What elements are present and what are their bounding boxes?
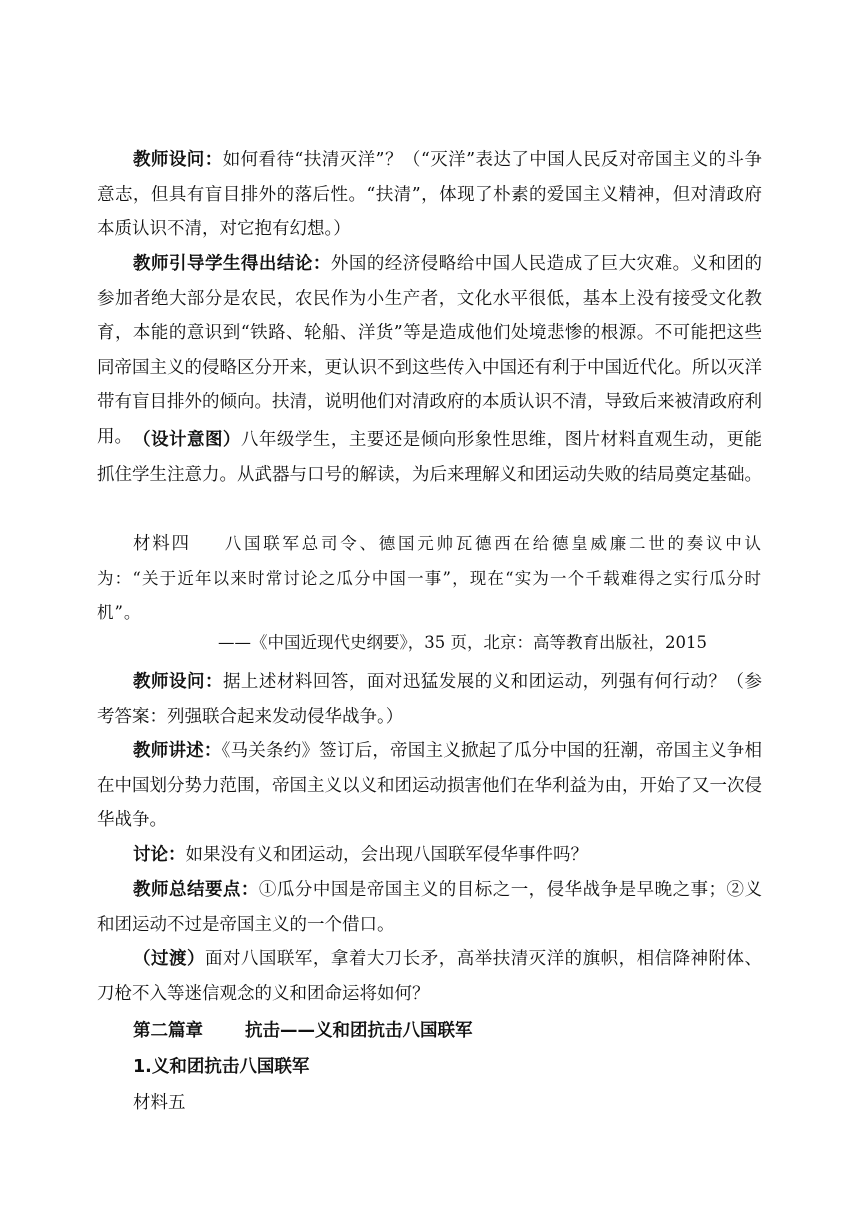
teacher-lecture-text: 《马关条约》签订后，帝国主义掀起了瓜分中国的狂潮，帝国主义争相在中国划分势力范围，帝国主义以义和团运动损害他们在华利益为由，开始了又一次侵华战争。 [97, 741, 762, 830]
material-four-paragraph [97, 527, 762, 631]
transition-paragraph [97, 942, 762, 1011]
design-intent-text: 八年级学生，主要还是倾向形象性思维，图片材料直观生动，更能抓住学生注意力。从武器与口号的解读，为后来理解义和团运动失败的结局奠定基础。 [97, 430, 763, 485]
teacher-question-2-label: 教师设问： [133, 672, 223, 692]
material-five-label: 材料五 [133, 1093, 186, 1113]
design-intent-paragraph [97, 423, 762, 492]
discussion-label: 讨论： [133, 845, 186, 865]
section-heading: 1.义和团抗击八国联军 [133, 1057, 310, 1077]
teacher-lecture-paragraph [97, 734, 762, 838]
teacher-conclusion-text: 外国的经济侵略给中国人民造成了巨大灾难。义和团的参加者绝大部分是农民，农民作为小生产者，文化水平很低，基本上没有接受文化教育，本能的意识到“铁路、轮船、洋货”等是造成他们处境悲惨的根源。不可能把这些同帝国主义的侵略区分开来，更认识不到这些传入中国还有利于中国近代化。所以灭洋带有盲目排外的倾向。扶清，说明他们对清政府的本质认识不清，导致后来被清政府利用。 [97, 254, 763, 447]
transition-text: 面对八国联军，拿着大刀长矛，高举扶清灭洋的旗帜，相信降神附体、刀枪不入等迷信观念的义和团命运将如何？ [97, 949, 763, 1004]
discussion-text: 如果没有义和团运动，会出现八国联军侵华事件吗？ [185, 845, 588, 865]
teacher-question-text: 如何看待“扶清灭洋”？（“灭洋”表达了中国人民反对帝国主义的斗争意志，但具有盲目排外的落后性。“扶清”，体现了朴素的爱国主义精神，但对清政府本质认识不清，对它抱有幻想。） [97, 150, 762, 239]
chapter-heading [133, 1014, 473, 1048]
teacher-question-paragraph [97, 143, 762, 247]
chapter-title: 抗击——义和团抗击八国联军 [245, 1021, 473, 1041]
material-four-label: 材料四 [133, 534, 191, 554]
chapter-label: 第二篇章 [133, 1021, 203, 1041]
transition-label: （过渡） [133, 949, 205, 969]
teacher-conclusion-label: 教师引导学生得出结论： [133, 254, 331, 274]
material-four-text: 八国联军总司令、德国元帅瓦德西在给德皇威廉二世的奏议中认为：“关于近年以来时常讨论之瓜分中国一事”，现在“实为一个千载难得之实行瓜分时机”。 [97, 534, 762, 622]
discussion-paragraph [97, 838, 762, 873]
teacher-question-label: 教师设问： [133, 150, 223, 170]
design-intent-label: （设计意图） [133, 430, 241, 450]
teacher-question-2-paragraph [97, 665, 762, 734]
teacher-summary-text: ①瓜分中国是帝国主义的目标之一，侵华战争是早晚之事；②义和团运动不过是帝国主义的一个借口。 [97, 880, 763, 935]
teacher-summary-paragraph [97, 873, 762, 942]
teacher-question-2-text: 据上述材料回答，面对迅猛发展的义和团运动，列强有何行动？（参考答案：列强联合起来发动侵华战争。） [97, 672, 763, 727]
teacher-lecture-label: 教师讲述： [133, 741, 222, 761]
teacher-summary-label: 教师总结要点： [133, 880, 259, 900]
material-four-source: ——《中国近现代史纲要》，35 页，北京：高等教育出版社，2015 [218, 633, 707, 652]
